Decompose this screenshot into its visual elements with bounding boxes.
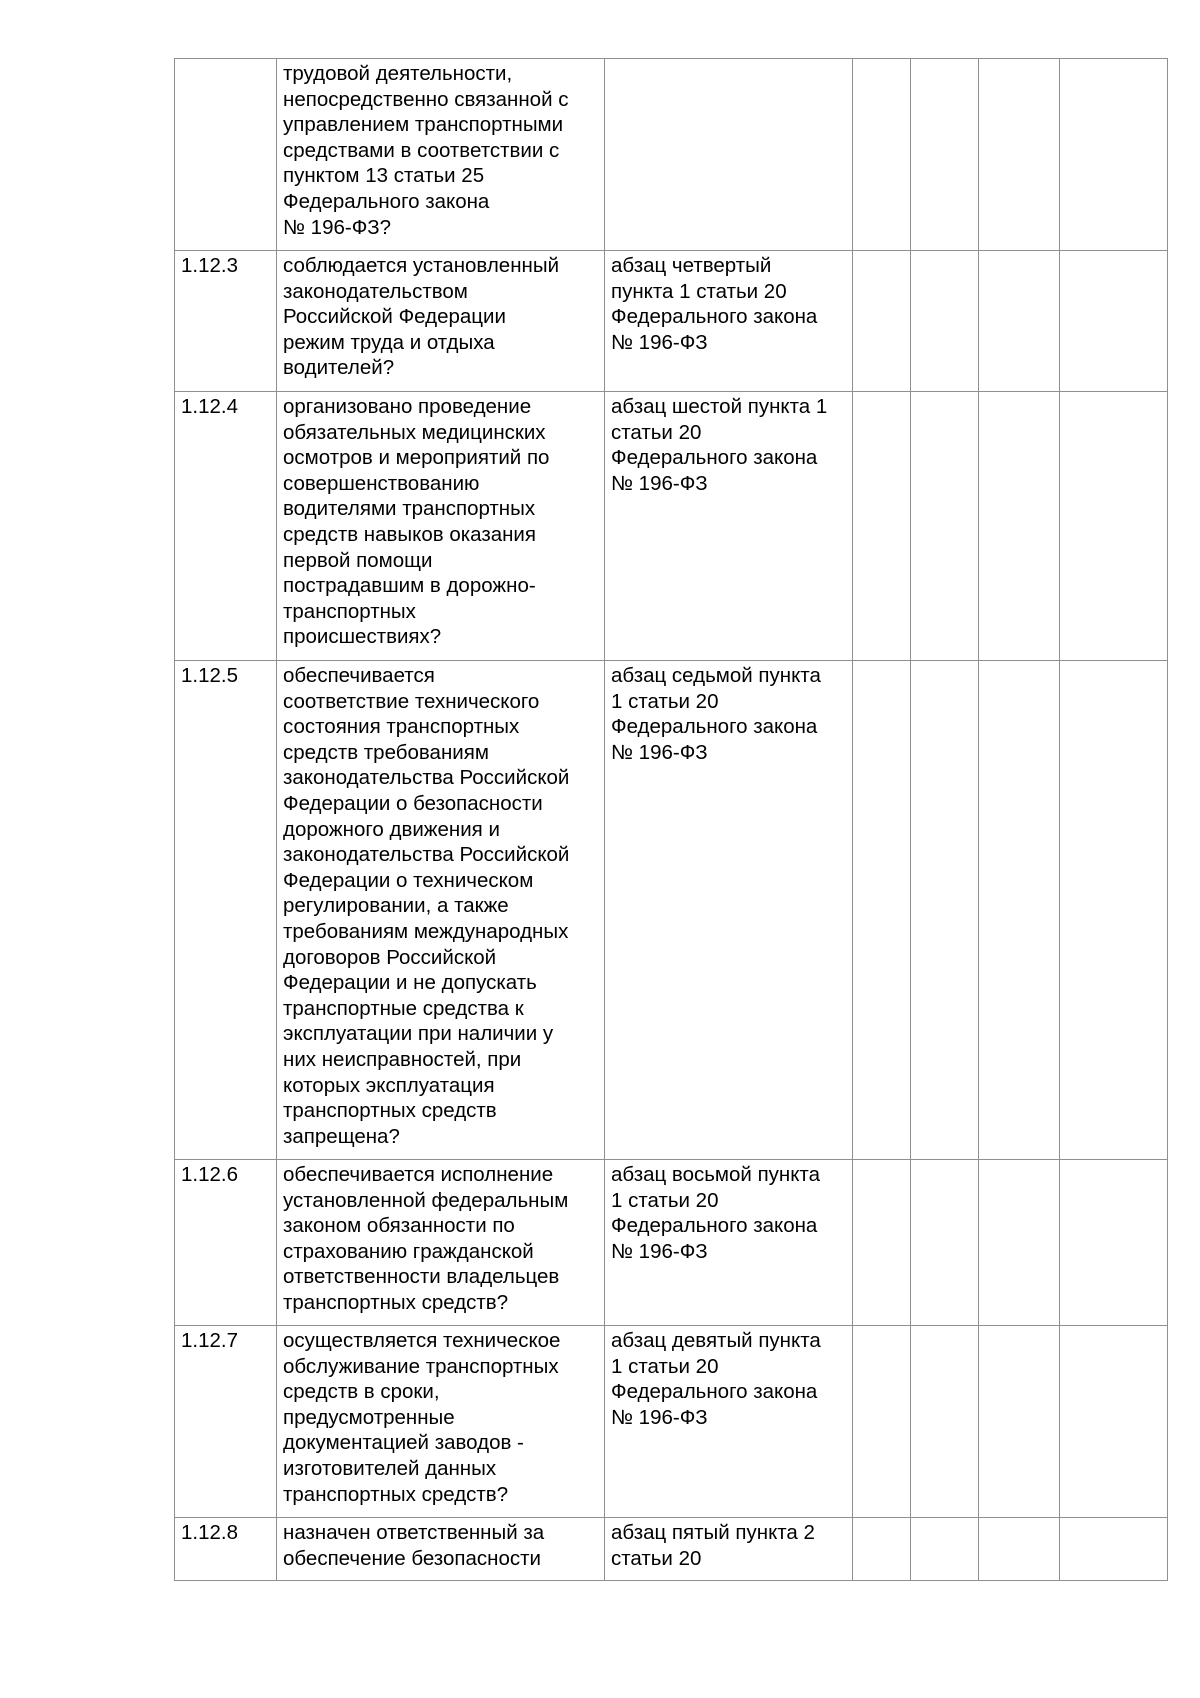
empty-cell	[911, 1326, 979, 1518]
question-cell: соблюдается установленный законодательством Российской Федерации режим труда и отдыха водителей?	[277, 251, 605, 392]
empty-cell	[1060, 1160, 1168, 1326]
checklist-table	[174, 58, 1168, 1581]
legal-reference-cell: абзац седьмой пункта 1 статьи 20 Федерального закона № 196-ФЗ	[605, 661, 853, 1160]
item-number-cell: 1.12.3	[175, 251, 277, 392]
empty-cell	[911, 1518, 979, 1581]
table-row	[175, 661, 1168, 1160]
legal-reference-cell: абзац пятый пункта 2 статьи 20	[605, 1518, 853, 1581]
empty-cell	[853, 1160, 911, 1326]
empty-cell	[853, 59, 911, 251]
question-cell: организовано проведение обязательных медицинских осмотров и мероприятий по совершенствованию водителями транспортных средств навыков оказания первой помощи пострадавшим в дорожно- транспортных происшествиях?	[277, 392, 605, 661]
table-row	[175, 392, 1168, 661]
empty-cell	[853, 661, 911, 1160]
empty-cell	[1060, 1518, 1168, 1581]
question-cell: трудовой деятельности, непосредственно связанной с управлением транспортными средствами в соответствии с пунктом 13 статьи 25 Федерального закона № 196-ФЗ?	[277, 59, 605, 251]
empty-cell	[1060, 59, 1168, 251]
item-number-cell: 1.12.8	[175, 1518, 277, 1581]
question-cell: осуществляется техническое обслуживание транспортных средств в сроки, предусмотренные документацией заводов - изготовителей данных транспортных средств?	[277, 1326, 605, 1518]
table-row	[175, 251, 1168, 392]
question-cell: обеспечивается исполнение установленной федеральным законом обязанности по страхованию гражданской ответственности владельцев транспортных средств?	[277, 1160, 605, 1326]
empty-cell	[979, 59, 1060, 251]
empty-cell	[1060, 251, 1168, 392]
empty-cell	[979, 1518, 1060, 1581]
legal-reference-cell: абзац шестой пункта 1 статьи 20 Федерального закона № 196-ФЗ	[605, 392, 853, 661]
empty-cell	[979, 661, 1060, 1160]
legal-reference-cell: абзац девятый пункта 1 статьи 20 Федерального закона № 196-ФЗ	[605, 1326, 853, 1518]
empty-cell	[1060, 661, 1168, 1160]
empty-cell	[911, 1160, 979, 1326]
empty-cell	[979, 392, 1060, 661]
item-number-cell: 1.12.7	[175, 1326, 277, 1518]
item-number-cell	[175, 59, 277, 251]
empty-cell	[911, 392, 979, 661]
legal-reference-cell: абзац восьмой пункта 1 статьи 20 Федерального закона № 196-ФЗ	[605, 1160, 853, 1326]
empty-cell	[979, 1160, 1060, 1326]
empty-cell	[853, 251, 911, 392]
item-number-cell: 1.12.6	[175, 1160, 277, 1326]
empty-cell	[911, 251, 979, 392]
item-number-cell: 1.12.5	[175, 661, 277, 1160]
empty-cell	[853, 392, 911, 661]
table-row	[175, 1160, 1168, 1326]
legal-reference-cell: абзац четвертый пункта 1 статьи 20 Федерального закона № 196-ФЗ	[605, 251, 853, 392]
question-cell: назначен ответственный за обеспечение безопасности	[277, 1518, 605, 1581]
question-cell: обеспечивается соответствие технического состояния транспортных средств требованиям законодательства Российской Федерации о безопасности дорожного движения и законодательства Российской Федерации о техническом регулировании, а также требованиям международных договоров Российской Федерации и не допускать транспортные средства к эксплуатации при наличии у них неисправностей, при которых эксплуатация транспортных средств запрещена?	[277, 661, 605, 1160]
legal-reference-cell	[605, 59, 853, 251]
item-number-cell: 1.12.4	[175, 392, 277, 661]
empty-cell	[979, 1326, 1060, 1518]
empty-cell	[979, 251, 1060, 392]
empty-cell	[911, 661, 979, 1160]
empty-cell	[853, 1326, 911, 1518]
table-row	[175, 1518, 1168, 1581]
table-row	[175, 1326, 1168, 1518]
empty-cell	[1060, 1326, 1168, 1518]
empty-cell	[911, 59, 979, 251]
empty-cell	[853, 1518, 911, 1581]
table-row	[175, 59, 1168, 251]
empty-cell	[1060, 392, 1168, 661]
